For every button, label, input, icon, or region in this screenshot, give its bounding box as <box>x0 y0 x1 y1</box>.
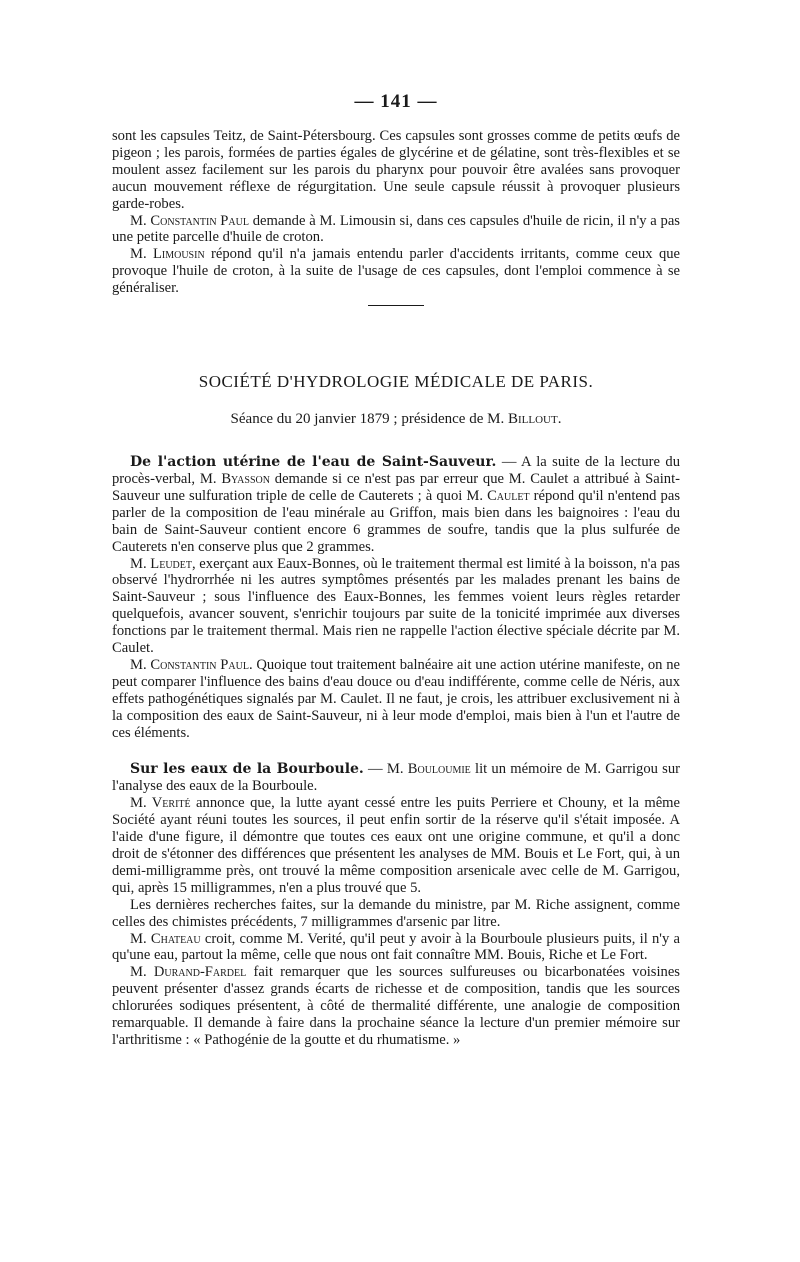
session-prefix: Séance du 20 janvier 1879 ; présidence de M. <box>230 411 508 428</box>
page-number: — 141 — <box>354 91 438 112</box>
intro-paragraph-1 <box>112 128 680 213</box>
document-page <box>112 92 680 1049</box>
speaker-name: Bouloumie <box>407 761 471 778</box>
article-2-text: lit un mémoire de M. Garrigou sur l'analyse des eaux de la Bourboule. <box>112 761 680 795</box>
article-2-text: fait remarquer que les sources sulfureuses ou bicarbonatées voisines peuvent présenter d'assez grands écarts de richesse et de composition, tandis que les sources chlorurées sodiques présentent, à côté de thermalité différente, une analogie de composition remarquable. Il demande à faire dans la prochaine séance la lecture d'un premier mémoire sur l'arthritisme : « Pathogénie de la goutte et du rhumatisme. » <box>112 964 680 1048</box>
article-2-text: — M. <box>363 761 408 778</box>
article-2-paragraph-1 <box>112 761 680 795</box>
speaker-name: M. Leudet <box>130 555 192 572</box>
intro-p1-text: sont les capsules Teitz, de Saint-Pétersbourg. Ces capsules sont grosses comme de petits œufs de pigeon ; les parois, formées de parties égales de glycérine et de gélatine, sont très-flexibles et se moulent assez facilement sur les parois du pharynx pour pouvoir être avalées sans provoquer aucun mouvement réflexe de régurgitation. Une seule capsule réussit à provoquer plusieurs garde-robes. <box>112 128 680 212</box>
article-1-text: répond qu'il n'entend pas parler de la composition de l'eau minérale au Griffon, mais bien dans les baignoires : l'eau du bain de Saint-Sauveur contient encore 6 grammes de soufre, tandis que la plus sulfurée de Cauterets n'en conserve plus que 2 grammes. <box>112 487 680 555</box>
speaker-name: M. Constantin Paul <box>130 656 249 673</box>
article-1-paragraph-2 <box>112 556 680 657</box>
speaker-name: M. Durand-Fardel <box>130 964 247 981</box>
intro-paragraph-3 <box>112 246 680 297</box>
intro-p3-text: répond qu'il n'a jamais entendu parler d'accidents irritants, comme ceux que provoque l'huile de croton, à la suite de l'usage de ces capsules, dont l'emploi commence à se généraliser. <box>112 246 681 297</box>
intro-p2-text: demande à M. Limousin si, dans ces capsules d'huile de ricin, il n'y a pas une petite parcelle d'huile de croton. <box>112 212 680 246</box>
speaker-name: M. Limousin <box>130 246 205 263</box>
article-1-text: . Quoique tout traitement balnéaire ait une action utérine manifeste, on ne peut comparer l'influence des bains d'eau douce ou d'eau indifférente, comme celle de Néris, aux effets pathogénétiques signalés par M. Caulet. Il ne faut, je crois, les attribuer exclusivement ni à la composition des eaux de Saint-Sauveur, ni à leur mode d'emploi, mais bien à l'un et l'autre de ces éléments. <box>112 656 681 741</box>
speaker-name: Byasson <box>221 470 270 487</box>
speaker-name: Caulet <box>487 487 530 504</box>
speaker-name: M. Chateau <box>130 930 201 947</box>
session-suffix: . <box>557 411 562 428</box>
article-2-paragraph-5 <box>112 964 680 1049</box>
article-1-paragraph-1 <box>112 454 680 555</box>
section-title: SOCIÉTÉ D'HYDROLOGIE MÉDICALE DE PARIS. <box>198 372 594 392</box>
separator-rule <box>368 305 424 306</box>
article-2-text: croit, comme M. Verité, qu'il peut y avoir à la Bourboule plusieurs puits, il n'y a qu'une eau, partout la même, celle que nous ont fait connaître MM. Bouis, Riche et Le Fort. <box>112 930 680 964</box>
session-president: Billout <box>507 411 558 428</box>
article-2-heading: Sur les eaux de la Bourboule. <box>130 761 364 778</box>
article-1-paragraph-3 <box>112 657 680 742</box>
article-2-text: annonce que, la lutte ayant cessé entre les puits Perriere et Chouny, et la même Société ayant réuni toutes les sources, il peut enfin sortir de la réserve qu'il s'était imposée. A l'aide d'une figure, il démontre que toutes ces eaux ont une origine commune, et qu'il a donc droit de s'étonner des différences que présentent les analyses de MM. Bouis et Le Fort, qui, à un demi-milligramme près, ont trouvé la même composition arsenicale avec celle de M. Garrigou, qui, après 15 milligrammes, n'en a plus trouvé que 5. <box>112 795 681 896</box>
article-2-paragraph-3 <box>112 897 680 931</box>
article-1-heading: De l'action utérine de l'eau de Saint-Sauveur. <box>130 454 497 471</box>
article-2-paragraph-2 <box>112 795 680 896</box>
article-1-text: — A la suite de la lecture du procès-verbal, M. <box>112 454 680 487</box>
speaker-name: M. Verité <box>130 795 191 812</box>
article-1-text: , exerçant aux Eaux-Bonnes, où le traitement thermal est limité à la boisson, n'a pas observé l'hydrorrhée ni les autres symptômes présentés par les malades prenant les bains de Saint-Sauveur ; sous l'influence des Eaux-Bonnes, les femmes voient leurs règles retarder quelquefois, avancer souvent, s'enrichir toujours par suite de la tonicité imprimée aux diverses fonctions par le traitement thermal. Mais rien ne rappelle l'action élective spéciale décrite par M. Caulet. <box>112 555 680 657</box>
intro-paragraph-2 <box>112 213 680 247</box>
article-2-text: Les dernières recherches faites, sur la demande du ministre, par M. Riche assignent, comme celles des chimistes précédents, 7 milligrammes d'arsenic par litre. <box>112 896 680 930</box>
speaker-name: M. Constantin Paul <box>130 212 249 229</box>
session-line <box>112 410 680 428</box>
article-1-text: demande si ce n'est pas par erreur que M. Caulet a attribué à Saint-Sauveur une sulfuration triple de celle de Cauterets ; à quoi M. <box>112 470 680 504</box>
article-2-paragraph-4 <box>112 931 680 965</box>
